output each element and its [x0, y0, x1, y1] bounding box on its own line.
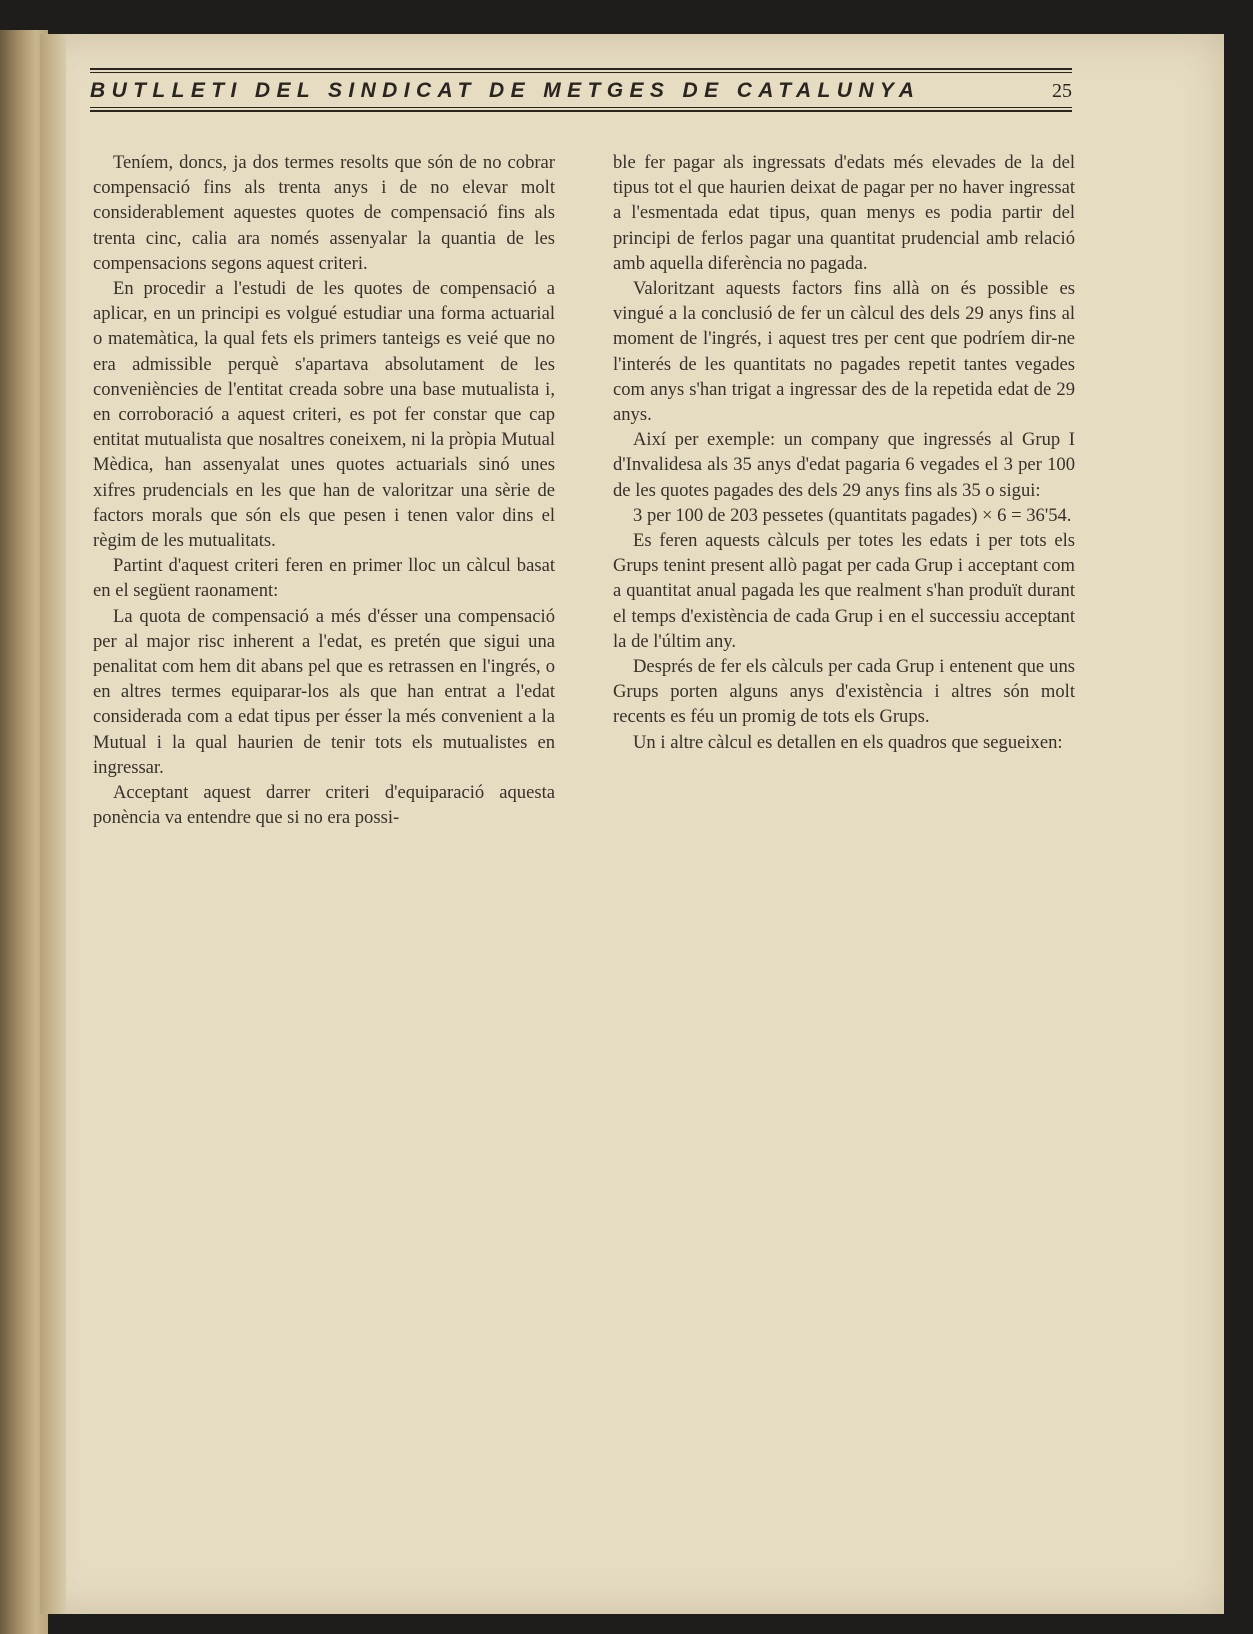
paragraph: Acceptant aquest darrer criteri d'equiparació aquesta ponència va entendre que si no era possi- [93, 782, 555, 829]
paragraph: Així per exemple: un company que ingressés al Grup I d'Invalidesa als 35 anys d'edat pagaria 6 vegades el 3 per 100 de les quotes pagades des dels 29 anys fins als 35 o sigui: [613, 429, 1075, 501]
formula-paragraph: 3 per 100 de 203 pessetes (quantitats pagades) × 6 = 36'54. [633, 504, 1072, 526]
body-columns [93, 150, 1075, 830]
paragraph: Teníem, doncs, ja dos termes resolts que són de no cobrar compensació fins als trenta anys i de no elevar molt considerablement aquestes quotes de compensació fins als trenta cinc, calia ara només assenyalar la quantia de les compensacions segons aquest criteri. [93, 152, 555, 274]
paragraph: Partint d'aquest criteri feren en primer lloc un càlcul basat en el següent raonament: [93, 555, 555, 602]
paragraph: Es feren aquests càlculs per totes les edats i per tots els Grups tenint present allò pagat per cada Grup i acceptant com a quantitat anual pagada les que realment s'han produït durant el temps d'existència de cada Grup i en el successiu acceptant la de l'últim any. [613, 530, 1075, 652]
right-column [613, 150, 1075, 830]
left-column [93, 150, 555, 830]
paragraph-continuation: ble fer pagar als ingressats d'edats més elevades de la del tipus tot el que haurien deixat de pagar per no haver ingressat a l'esmentada edat tipus, quan menys es podia partir del principi de ferlos pagar una quantitat prudencial amb relació amb aquella diferència no pagada. [613, 152, 1075, 274]
paragraph: En procedir a l'estudi de les quotes de compensació a aplicar, en un principi es volgué estudiar una forma actuarial o matemàtica, la qual fets els primers tanteigs es veié que no era admissible perquè s'apartava absolutament de les conveniències de l'entitat creada sobre una base mutualista i, en corroboració a aquest criteri, es pot fer constar que cap entitat mutualista que nosaltres coneixem, ni la pròpia Mutual Mèdica, han assenyalat unes quotes actuarials sinó unes xifres prudencials en les que han de valoritzar una sèrie de factors morals que són els que pesen i tenen valor dins el règim de les mutualitats. [93, 278, 555, 552]
page-spine-shadow [40, 34, 66, 1614]
header-bottom-rules [90, 107, 1072, 112]
paragraph: Un i altre càlcul es detallen en els quadros que segueixen: [633, 731, 1063, 753]
paragraph: La quota de compensació a més d'ésser una compensació per al major risc inherent a l'edat, es pretén que sigui una penalitat com hem dit abans pel que es retrassen en l'ingrés, o en altres termes equiparar-los als que han entrat a l'edat considerada com a edat tipus per ésser la més convenient a la Mutual i la qual haurien de tenir tots els mutualistes en ingressar. [93, 605, 555, 778]
header-top-rules [90, 68, 1072, 73]
page-number: 25 [1052, 80, 1072, 102]
paragraph: Valoritzant aquests factors fins allà on és possible es vingué a la conclusió de fer un càlcul des dels 29 anys fins al moment de l'ingrés, i aquest tres per cent que podríem dir-ne l'interés de les quantitats no pagades repetit tantes vegades com anys s'han trigat a ingressar des de la repetida edat de 29 anys. [613, 278, 1075, 426]
paragraph: Després de fer els càlculs per cada Grup i entenent que uns Grups porten alguns anys d'existència i altres són molt recents es féu un promig de tots els Grups. [613, 656, 1075, 728]
running-title: BUTLLETI DEL SINDICAT DE METGES DE CATALUNYA [90, 79, 921, 102]
running-header [90, 68, 1072, 112]
